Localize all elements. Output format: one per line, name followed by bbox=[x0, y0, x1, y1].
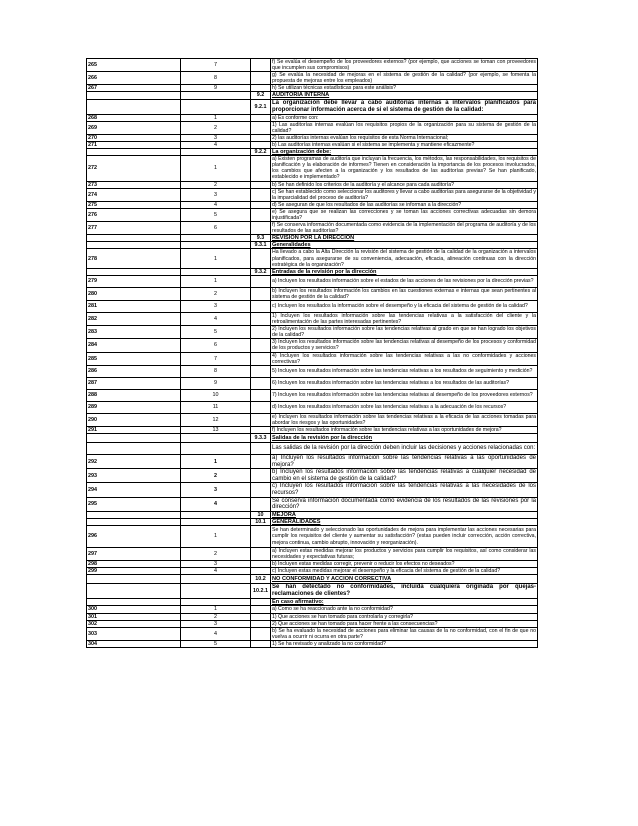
row-number bbox=[87, 518, 181, 525]
sub-index bbox=[181, 434, 251, 443]
table-row bbox=[87, 469, 538, 483]
section-code: 9.3.2 bbox=[251, 268, 271, 275]
row-number bbox=[87, 584, 181, 599]
section-code bbox=[251, 561, 271, 568]
sub-index: 2 bbox=[181, 121, 251, 134]
row-number: 273 bbox=[87, 181, 181, 188]
row-number: 284 bbox=[87, 339, 181, 352]
row-number bbox=[87, 149, 181, 156]
table-row bbox=[87, 208, 538, 221]
question-text: a) Es conforme con: bbox=[271, 114, 538, 121]
section-code bbox=[251, 121, 271, 134]
sub-index bbox=[181, 235, 251, 242]
row-number: 289 bbox=[87, 401, 181, 413]
sub-index: 5 bbox=[181, 640, 251, 647]
row-number bbox=[87, 599, 181, 606]
question-text: c) Se han establecido como seleccionar los auditores y llevar a cabo auditorías para asegurarse de la objetividad y la imparcialidad del proceso de auditoría? bbox=[272, 188, 536, 201]
table-row bbox=[87, 141, 538, 148]
section-code bbox=[251, 377, 271, 389]
table-row bbox=[87, 389, 538, 401]
question-text: f) Se conserva información documentada como evidencia de la implementación del programa de auditoría y de los resultados de las auditorías? bbox=[272, 222, 536, 235]
question-text: Se conserva información documentada como evidencia de los resultados de las revisiones por la dirección? bbox=[272, 497, 536, 511]
section-code: 9.2 bbox=[251, 92, 271, 99]
checklist-table bbox=[86, 58, 538, 648]
section-row bbox=[87, 149, 538, 156]
question-text: d) Incluyen los resultados información sobre las tendencias relativas a la adecuación de los recursos? bbox=[271, 401, 538, 413]
section-code bbox=[251, 201, 271, 208]
section-row bbox=[87, 584, 538, 599]
question-text: Entradas de la revisión por la dirección bbox=[271, 268, 538, 275]
section-row bbox=[87, 599, 538, 606]
row-number: 297 bbox=[87, 547, 181, 560]
section-code bbox=[251, 547, 271, 560]
row-number: 299 bbox=[87, 568, 181, 575]
sub-index: 1 bbox=[181, 525, 251, 547]
section-code bbox=[251, 352, 271, 365]
question-text: Se han detectado no conformidades, incluida cualquiera originada por quejas-reclamaciones de clientes? bbox=[272, 584, 536, 598]
sub-index: 2 bbox=[181, 181, 251, 188]
sub-index bbox=[181, 92, 251, 99]
table-row bbox=[87, 326, 538, 339]
section-code: 9.2.2 bbox=[251, 149, 271, 156]
table-row bbox=[87, 483, 538, 497]
question-text: 1) Las auditorías internas evalúan los requisitos propios de la organización para su sistema de gestión de la calidad? bbox=[272, 121, 536, 134]
sub-index: 11 bbox=[181, 401, 251, 413]
sub-index bbox=[181, 518, 251, 525]
question-text: f) Incluyen los resultados información sobre las tendencias relativas a las oportunidades de mejora? bbox=[271, 426, 538, 433]
section-code bbox=[251, 59, 271, 72]
sub-index: 4 bbox=[181, 313, 251, 326]
question-text: MEJORA bbox=[271, 511, 538, 518]
table-row bbox=[87, 455, 538, 469]
sub-index: 7 bbox=[181, 59, 251, 72]
table-row bbox=[87, 377, 538, 389]
section-code bbox=[251, 525, 271, 547]
row-number: 301 bbox=[87, 613, 181, 620]
section-row bbox=[87, 511, 538, 518]
question-text: 6) Incluyen los resultados información sobre las tendencias relativas a los resultados de las auditorías? bbox=[271, 377, 538, 389]
table-row bbox=[87, 613, 538, 620]
row-number: 286 bbox=[87, 365, 181, 377]
section-code bbox=[251, 222, 271, 235]
sub-index: 6 bbox=[181, 339, 251, 352]
section-row bbox=[87, 99, 538, 114]
sub-index: 3 bbox=[181, 620, 251, 627]
section-code bbox=[251, 455, 271, 469]
section-code bbox=[251, 426, 271, 433]
row-number: 272 bbox=[87, 156, 181, 181]
row-number bbox=[87, 443, 181, 455]
table-row bbox=[87, 181, 538, 188]
section-code bbox=[251, 188, 271, 201]
section-code bbox=[251, 483, 271, 497]
section-code bbox=[251, 275, 271, 287]
table-row bbox=[87, 339, 538, 352]
row-number: 266 bbox=[87, 72, 181, 85]
row-number: 295 bbox=[87, 497, 181, 511]
section-code: 10.2.1 bbox=[251, 584, 271, 599]
section-code bbox=[251, 72, 271, 85]
section-row bbox=[87, 242, 538, 249]
sub-index: 3 bbox=[181, 188, 251, 201]
section-code bbox=[251, 301, 271, 313]
row-number: 279 bbox=[87, 275, 181, 287]
table-row bbox=[87, 620, 538, 627]
question-text: e) Se asegura que se realizan las correcciones y se toman las acciones correctivas adecuadas sin demora injustificada? bbox=[272, 208, 536, 221]
table-row bbox=[87, 561, 538, 568]
row-number: 267 bbox=[87, 85, 181, 92]
table-row bbox=[87, 287, 538, 300]
table-row bbox=[87, 188, 538, 201]
row-number: 269 bbox=[87, 121, 181, 134]
table-row bbox=[87, 606, 538, 613]
question-text: f) Se evalúa el desempeño de los proveedores externos? (por ejemplo, que acciones se toman con proveedores que incumplen sus compromisos) bbox=[272, 59, 536, 72]
section-code: 9.2.1 bbox=[251, 99, 271, 114]
sub-index: 2 bbox=[181, 469, 251, 483]
section-code bbox=[251, 469, 271, 483]
row-number: 292 bbox=[87, 455, 181, 469]
sub-index: 1 bbox=[181, 114, 251, 121]
row-number: 282 bbox=[87, 313, 181, 326]
row-number bbox=[87, 268, 181, 275]
section-code: 9.3.1 bbox=[251, 242, 271, 249]
section-row bbox=[87, 268, 538, 275]
table-row bbox=[87, 313, 538, 326]
sub-index bbox=[181, 268, 251, 275]
table-row bbox=[87, 301, 538, 313]
question-text: La organización debe llevar a cabo auditorías internas a intervalos planificados para proporcionar información acerca de si el sistema de gestión de la calidad: bbox=[272, 99, 536, 113]
section-code bbox=[251, 249, 271, 268]
question-text: b) Incluyen los resultados información los cambios en las cuestiones externas e internas que sean pertinentes al sistema de gestión de la calidad? bbox=[272, 287, 536, 300]
row-number: 268 bbox=[87, 114, 181, 121]
sub-index: 1 bbox=[181, 249, 251, 268]
sub-index bbox=[181, 242, 251, 249]
question-text: NO CONFORMIDAD Y ACCION CORRECTIVA bbox=[271, 575, 538, 584]
sub-index: 8 bbox=[181, 72, 251, 85]
section-code bbox=[251, 365, 271, 377]
question-text: c) Incluyen estas medidas mejorar el desempeño y la eficacia del sistema de gestión de la calidad? bbox=[271, 568, 538, 575]
row-number: 290 bbox=[87, 413, 181, 426]
section-code bbox=[251, 141, 271, 148]
sub-index bbox=[181, 599, 251, 606]
section-row bbox=[87, 518, 538, 525]
sub-index bbox=[181, 575, 251, 584]
row-number: 271 bbox=[87, 141, 181, 148]
row-number: 304 bbox=[87, 640, 181, 647]
question-text: Ha llevado a cabo la Alta Dirección la revisión del sistema de gestión de la calidad de la organización a intervalos planificados, para asegurarse de su conveniencia, adecuación, eficacia, alineación continuas con la dirección estratégica de la organización? bbox=[272, 249, 536, 268]
table-row bbox=[87, 413, 538, 426]
section-code: 10.1 bbox=[251, 518, 271, 525]
table-row bbox=[87, 121, 538, 134]
section-code bbox=[251, 85, 271, 92]
section-code bbox=[251, 599, 271, 606]
section-row bbox=[87, 575, 538, 584]
row-number bbox=[87, 242, 181, 249]
question-text: Las salidas de la revisión por la dirección deben incluir las decisiones y acciones relacionadas con: bbox=[271, 443, 538, 455]
sub-index: 7 bbox=[181, 352, 251, 365]
row-number: 265 bbox=[87, 59, 181, 72]
question-text: 1) Se ha revisado y analizado la no conformidad? bbox=[271, 640, 538, 647]
sub-index: 12 bbox=[181, 413, 251, 426]
sub-index: 4 bbox=[181, 627, 251, 640]
row-number: 281 bbox=[87, 301, 181, 313]
sub-index bbox=[181, 584, 251, 599]
section-code: 10.2 bbox=[251, 575, 271, 584]
row-number bbox=[87, 92, 181, 99]
sub-index: 5 bbox=[181, 208, 251, 221]
table-row bbox=[87, 275, 538, 287]
question-text: GENERALIDADES bbox=[271, 518, 538, 525]
row-number: 298 bbox=[87, 561, 181, 568]
sub-index: 2 bbox=[181, 613, 251, 620]
section-row bbox=[87, 235, 538, 242]
sub-index: 6 bbox=[181, 222, 251, 235]
table-row bbox=[87, 156, 538, 181]
sub-index: 9 bbox=[181, 377, 251, 389]
table-row bbox=[87, 134, 538, 141]
row-number: 278 bbox=[87, 249, 181, 268]
row-number: 288 bbox=[87, 389, 181, 401]
row-number: 285 bbox=[87, 352, 181, 365]
section-code bbox=[251, 401, 271, 413]
section-code bbox=[251, 606, 271, 613]
section-row bbox=[87, 434, 538, 443]
section-code bbox=[251, 627, 271, 640]
table-row bbox=[87, 426, 538, 433]
question-text: 2) Incluyen los resultados información sobre las tendencias relativas al grado en que se han logrado los objetivos de la calidad? bbox=[272, 326, 536, 339]
sub-index: 2 bbox=[181, 547, 251, 560]
row-number: 293 bbox=[87, 469, 181, 483]
question-text: 7) Incluyen los resultados información sobre las tendencias relativas al desempeño de los proveedores externos? bbox=[271, 389, 538, 401]
section-code bbox=[251, 620, 271, 627]
row-number: 280 bbox=[87, 287, 181, 300]
row-number bbox=[87, 575, 181, 584]
sub-index: 4 bbox=[181, 141, 251, 148]
question-text: Se han determinado y seleccionado las oportunidades de mejora para implementar las acciones necesarias para cumplir los requisitos del cliente y aumentar su satisfacción? (estas pueden incluir corrección, acción correctiva, mejora continua, cambio abrupto, innovación y reorganización). bbox=[272, 527, 536, 546]
sub-index: 1 bbox=[181, 156, 251, 181]
row-number: 291 bbox=[87, 426, 181, 433]
sub-index: 10 bbox=[181, 389, 251, 401]
sub-index: 2 bbox=[181, 287, 251, 300]
question-text: 1) Que acciones se han tomado para controlarla y corregirla? bbox=[271, 613, 538, 620]
section-code bbox=[251, 613, 271, 620]
section-code bbox=[251, 181, 271, 188]
section-row bbox=[87, 92, 538, 99]
row-number bbox=[87, 434, 181, 443]
question-text: 3) Incluyen los resultados información sobre las tendencias relativas al desempeño de los procesos y conformidad de los productos y servicios? bbox=[272, 339, 536, 352]
question-text: b) Incluyen los resultados información sobre las tendencias relativas a cualquier necesidad de cambio en el sistema de gestión de la calidad? bbox=[272, 469, 536, 482]
table-row bbox=[87, 525, 538, 547]
question-text: 1) Incluyen los resultados información sobre las tendencias relativas a la satisfacción del cliente y la retroalimentación de las partes interesadas pertinentes? bbox=[272, 313, 536, 326]
row-number: 275 bbox=[87, 201, 181, 208]
table-row bbox=[87, 85, 538, 92]
row-number: 277 bbox=[87, 222, 181, 235]
section-code bbox=[251, 326, 271, 339]
question-text: c) Incluyen los resultados la información sobre el desempeño y la eficacia del sistema de gestión de la calidad? bbox=[271, 301, 538, 313]
question-text: a) Incluyen estas medidas mejorar los productos y servicios para cumplir los requisitos, así como considerar las necesidades y expectativas futuras; bbox=[272, 547, 536, 561]
question-text: La organización debe: bbox=[271, 149, 538, 156]
checklist-body bbox=[87, 59, 538, 648]
question-text: a) Incluyen los resultados información sobre las tendencias relativas a las oportunidades de mejora? bbox=[272, 455, 536, 468]
sub-index: 3 bbox=[181, 561, 251, 568]
row-number: 296 bbox=[87, 525, 181, 547]
section-code bbox=[251, 114, 271, 121]
question-text: d) Se aseguran de que los resultados de las auditorías se informan a la dirección? bbox=[271, 201, 538, 208]
section-code bbox=[251, 389, 271, 401]
section-code bbox=[251, 640, 271, 647]
section-row bbox=[87, 443, 538, 455]
row-number: 276 bbox=[87, 208, 181, 221]
question-text: b) Las auditorías internas evalúan si el sistema se implementa y mantiene eficazmente? bbox=[271, 141, 538, 148]
table-row bbox=[87, 401, 538, 413]
sub-index bbox=[181, 443, 251, 455]
question-text: 4) Incluyen los resultados información sobre las tendencias relativas a las no conformidades y acciones correctivas? bbox=[272, 352, 536, 365]
sub-index: 4 bbox=[181, 497, 251, 511]
table-row bbox=[87, 72, 538, 85]
sub-index: 4 bbox=[181, 568, 251, 575]
table-row bbox=[87, 352, 538, 365]
question-text: Salidas de la revisión por la dirección bbox=[271, 434, 538, 443]
question-text: b) Incluyen estas medidas corregir, prevenir o reducir los efectos no deseados? bbox=[271, 561, 538, 568]
section-code bbox=[251, 413, 271, 426]
question-text: b) Se ha evaluado la necesidad de acciones para eliminar las causas de la no conformidad, con el fin de que no vuelva a ocurrir ni ocurra en otra parte? bbox=[272, 627, 536, 640]
sub-index: 13 bbox=[181, 426, 251, 433]
table-row bbox=[87, 249, 538, 268]
question-text: a) Como se ha reaccionado ante la no conformidad? bbox=[271, 606, 538, 613]
question-text: a) Incluyen los resultados información sobre el estados de las acciones de las revisiones por la dirección previas? bbox=[271, 275, 538, 287]
sub-index: 1 bbox=[181, 455, 251, 469]
question-text: REVISION POR LA DIRECCIÓN bbox=[271, 235, 538, 242]
section-code: 9.3 bbox=[251, 235, 271, 242]
question-text: e) Incluyen los resultados información sobre las tendencias relativas a la eficacia de las acciones tomadas para abordar los riesgos y las oportunidades? bbox=[272, 413, 536, 426]
section-code bbox=[251, 287, 271, 300]
table-row bbox=[87, 59, 538, 72]
sub-index: 3 bbox=[181, 134, 251, 141]
row-number: 294 bbox=[87, 483, 181, 497]
table-row bbox=[87, 547, 538, 560]
row-number bbox=[87, 511, 181, 518]
question-text: 2) las auditorías internas evalúan los requisitos de esta Norma Internacional; bbox=[271, 134, 538, 141]
section-code bbox=[251, 339, 271, 352]
question-text: a) Existen programas de auditoría que incluyan la frecuencia, los métodos, las responsabilidades, los requisitos de planificación y la elaboración de informes? Tienen en consideración la importancia de los procesos involucrados, los cambios que afecten a la organización y los resultados de las auditorías previas? Se han planificado, establecido e implementado? bbox=[272, 156, 536, 181]
section-code bbox=[251, 568, 271, 575]
sub-index: 5 bbox=[181, 326, 251, 339]
table-row bbox=[87, 497, 538, 511]
sub-index: 9 bbox=[181, 85, 251, 92]
sub-index: 1 bbox=[181, 275, 251, 287]
sub-index: 8 bbox=[181, 365, 251, 377]
row-number: 283 bbox=[87, 326, 181, 339]
table-row bbox=[87, 201, 538, 208]
question-text: En caso afirmativo: bbox=[271, 599, 538, 606]
section-code: 9.3.3 bbox=[251, 434, 271, 443]
question-text: 2) Que acciones se han tomado para hacer frente a las consecuencias? bbox=[271, 620, 538, 627]
row-number bbox=[87, 235, 181, 242]
table-row bbox=[87, 568, 538, 575]
question-text: h) Se utilizan técnicas estadísticas para este análisis? bbox=[271, 85, 538, 92]
question-text: 5) Incluyen los resultados información sobre las tendencias relativas a los resultados de seguimiento y medición? bbox=[271, 365, 538, 377]
table-row bbox=[87, 627, 538, 640]
section-code: 10 bbox=[251, 511, 271, 518]
table-row bbox=[87, 365, 538, 377]
section-code bbox=[251, 497, 271, 511]
sub-index: 3 bbox=[181, 301, 251, 313]
sub-index bbox=[181, 149, 251, 156]
row-number: 303 bbox=[87, 627, 181, 640]
row-number: 274 bbox=[87, 188, 181, 201]
row-number bbox=[87, 99, 181, 114]
question-text: c) Incluyen los resultados información sobre las tendencias relativas a las necesidades de los recursos? bbox=[272, 483, 536, 496]
question-text: Generalidades bbox=[271, 242, 538, 249]
sub-index: 1 bbox=[181, 606, 251, 613]
sub-index bbox=[181, 99, 251, 114]
section-code bbox=[251, 134, 271, 141]
section-code bbox=[251, 156, 271, 181]
row-number: 270 bbox=[87, 134, 181, 141]
table-row bbox=[87, 640, 538, 647]
sub-index: 3 bbox=[181, 483, 251, 497]
sub-index: 4 bbox=[181, 201, 251, 208]
row-number: 300 bbox=[87, 606, 181, 613]
row-number: 302 bbox=[87, 620, 181, 627]
sub-index bbox=[181, 511, 251, 518]
section-code bbox=[251, 313, 271, 326]
question-text: AUDITORIA INTERNA bbox=[271, 92, 538, 99]
question-text: b) Se han definido los criterios de la auditoría y el alcance para cada auditoría? bbox=[271, 181, 538, 188]
table-row bbox=[87, 114, 538, 121]
question-text: g) Se evalúa la necesidad de mejoras en el sistema de gestión de la calidad? (por ejemplo, se fomenta la propuesta de mejoras entre los empleados) bbox=[272, 72, 536, 85]
section-code bbox=[251, 208, 271, 221]
table-row bbox=[87, 222, 538, 235]
row-number: 287 bbox=[87, 377, 181, 389]
section-code bbox=[251, 443, 271, 455]
